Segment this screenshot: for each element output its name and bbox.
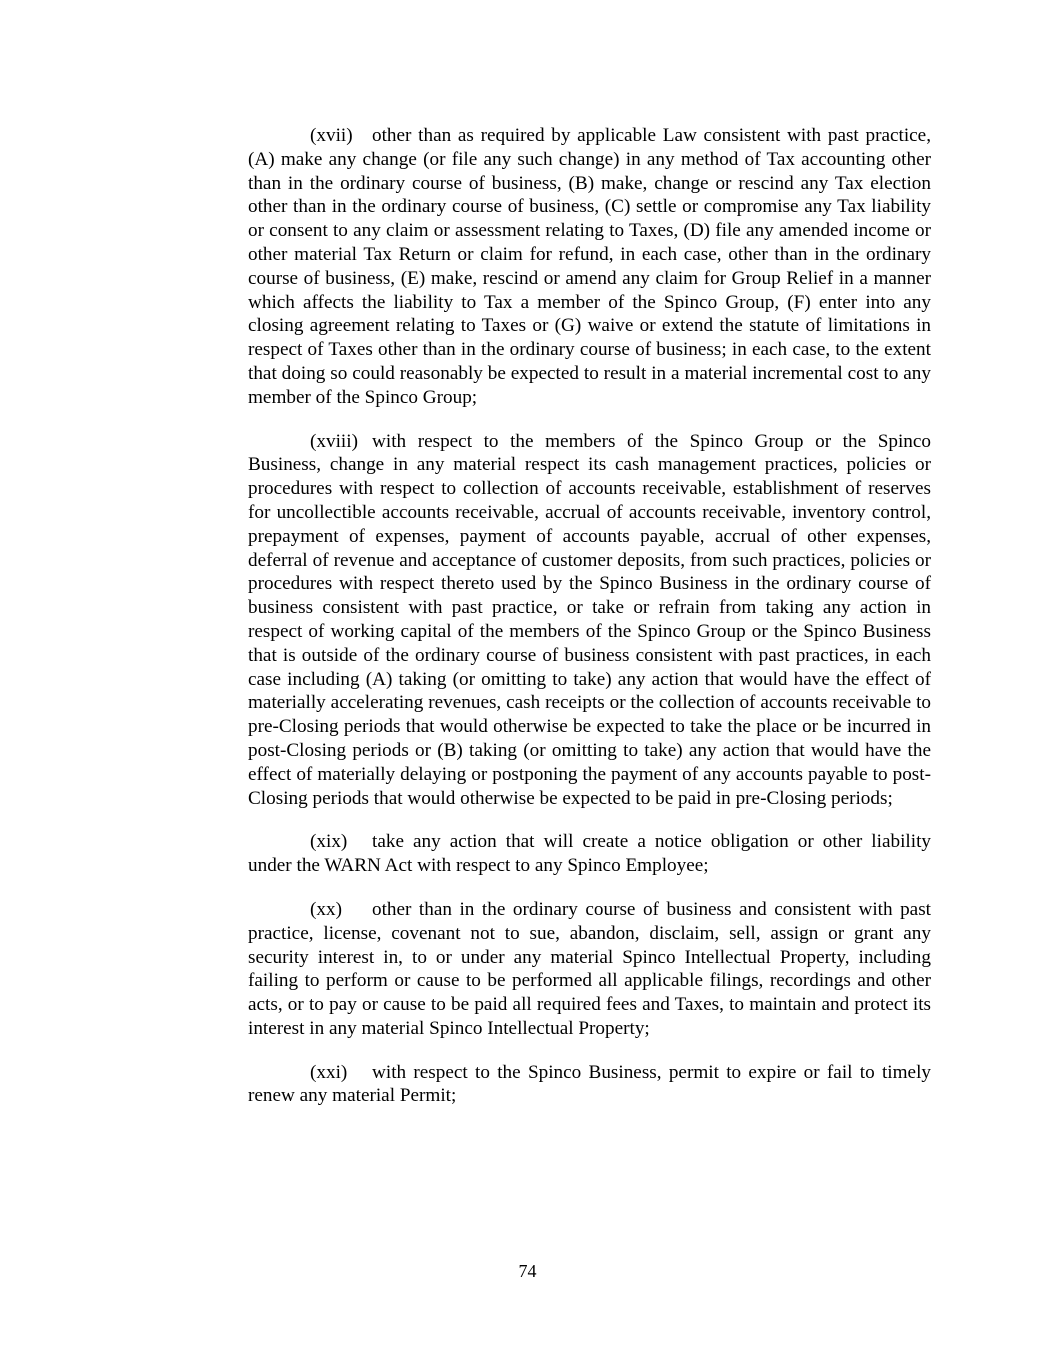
clause-number: (xviii) xyxy=(310,430,358,452)
clause-xix xyxy=(248,830,931,878)
clause-xviii xyxy=(248,430,931,811)
clause-xxi xyxy=(248,1061,931,1109)
clause-number: (xvii) xyxy=(310,125,353,146)
clause-text: other than as required by applicable Law consistent with past practice, (A) make any change (or file any such change) in any method of Tax accounting other than in the ordinary course of business, (B) make, change or rescind any Tax election other than in the ordinary course of business, (C) settle or compromise any Tax liability or consent to any claim or assessment relating to Taxes, (D) file any amended income or other material Tax Return or claim for refund, in each case, other than in the ordinary course of business, (E) make, rescind or amend any claim for Group Relief in a manner which affects the liability to Tax a member of the Spinco Group, (F) enter into any closing agreement relating to Taxes or (G) waive or extend the statute of limitations in respect of Taxes other than in the ordinary course of business; in each case, to the extent that doing so could reasonably be expected to result in a material incremental cost to any member of the Spinco Group; xyxy=(248,125,931,408)
clause-text: other than in the ordinary course of business and consistent with past practice, license, covenant not to sue, abandon, disclaim, sell, assign or grant any security interest in, to or under any material Spinco Intellectual Property, including failing to perform or cause to be performed all applicable filings, recordings and other acts, or to pay or cause to be paid all required fees and Taxes, to maintain and protect its interest in any material Spinco Intellectual Property; xyxy=(248,898,931,1039)
clause-number: (xx) xyxy=(310,898,342,920)
clause-xvii xyxy=(248,124,931,410)
clause-number: (xxi) xyxy=(310,1061,348,1083)
clause-xx xyxy=(248,898,931,1041)
document-body xyxy=(248,124,931,1128)
page-number: 74 xyxy=(518,1261,537,1281)
clause-text: with respect to the members of the Spinco Group or the Spinco Business, change in any material respect its cash management practices, policies or procedures with respect to collection of accounts receivable, establishment of reserves for uncollectible accounts receivable, accrual of accounts receivable, inventory control, prepayment of expenses, payment of accounts payable, accrual of other expenses, deferral of revenue and acceptance of customer deposits, from such practices, policies or procedures with respect thereto used by the Spinco Business in the ordinary course of business consistent with past practice, or take or refrain from taking any action in respect of working capital of the members of the Spinco Group or the Spinco Business that is outside of the ordinary course of business consistent with past practices, in each case including (A) taking (or omitting to take) any action that would have the effect of materially accelerating revenues, cash receipts or the collection of accounts receivable to pre-Closing periods that would otherwise be expected to take the place or be incurred in post-Closing periods or (B) taking (or omitting to take) any action that would have the effect of materially delaying or postponing the payment of any accounts payable to post-Closing periods that would otherwise be expected to be paid in pre-Closing periods; xyxy=(248,430,931,809)
clause-number: (xix) xyxy=(310,831,348,853)
clause-text: with respect to the Spinco Business, permit to expire or fail to timely renew any material Permit; xyxy=(248,1061,931,1107)
clause-text: take any action that will create a notice obligation or other liability under the WARN Act with respect to any Spinco Employee; xyxy=(248,831,931,877)
